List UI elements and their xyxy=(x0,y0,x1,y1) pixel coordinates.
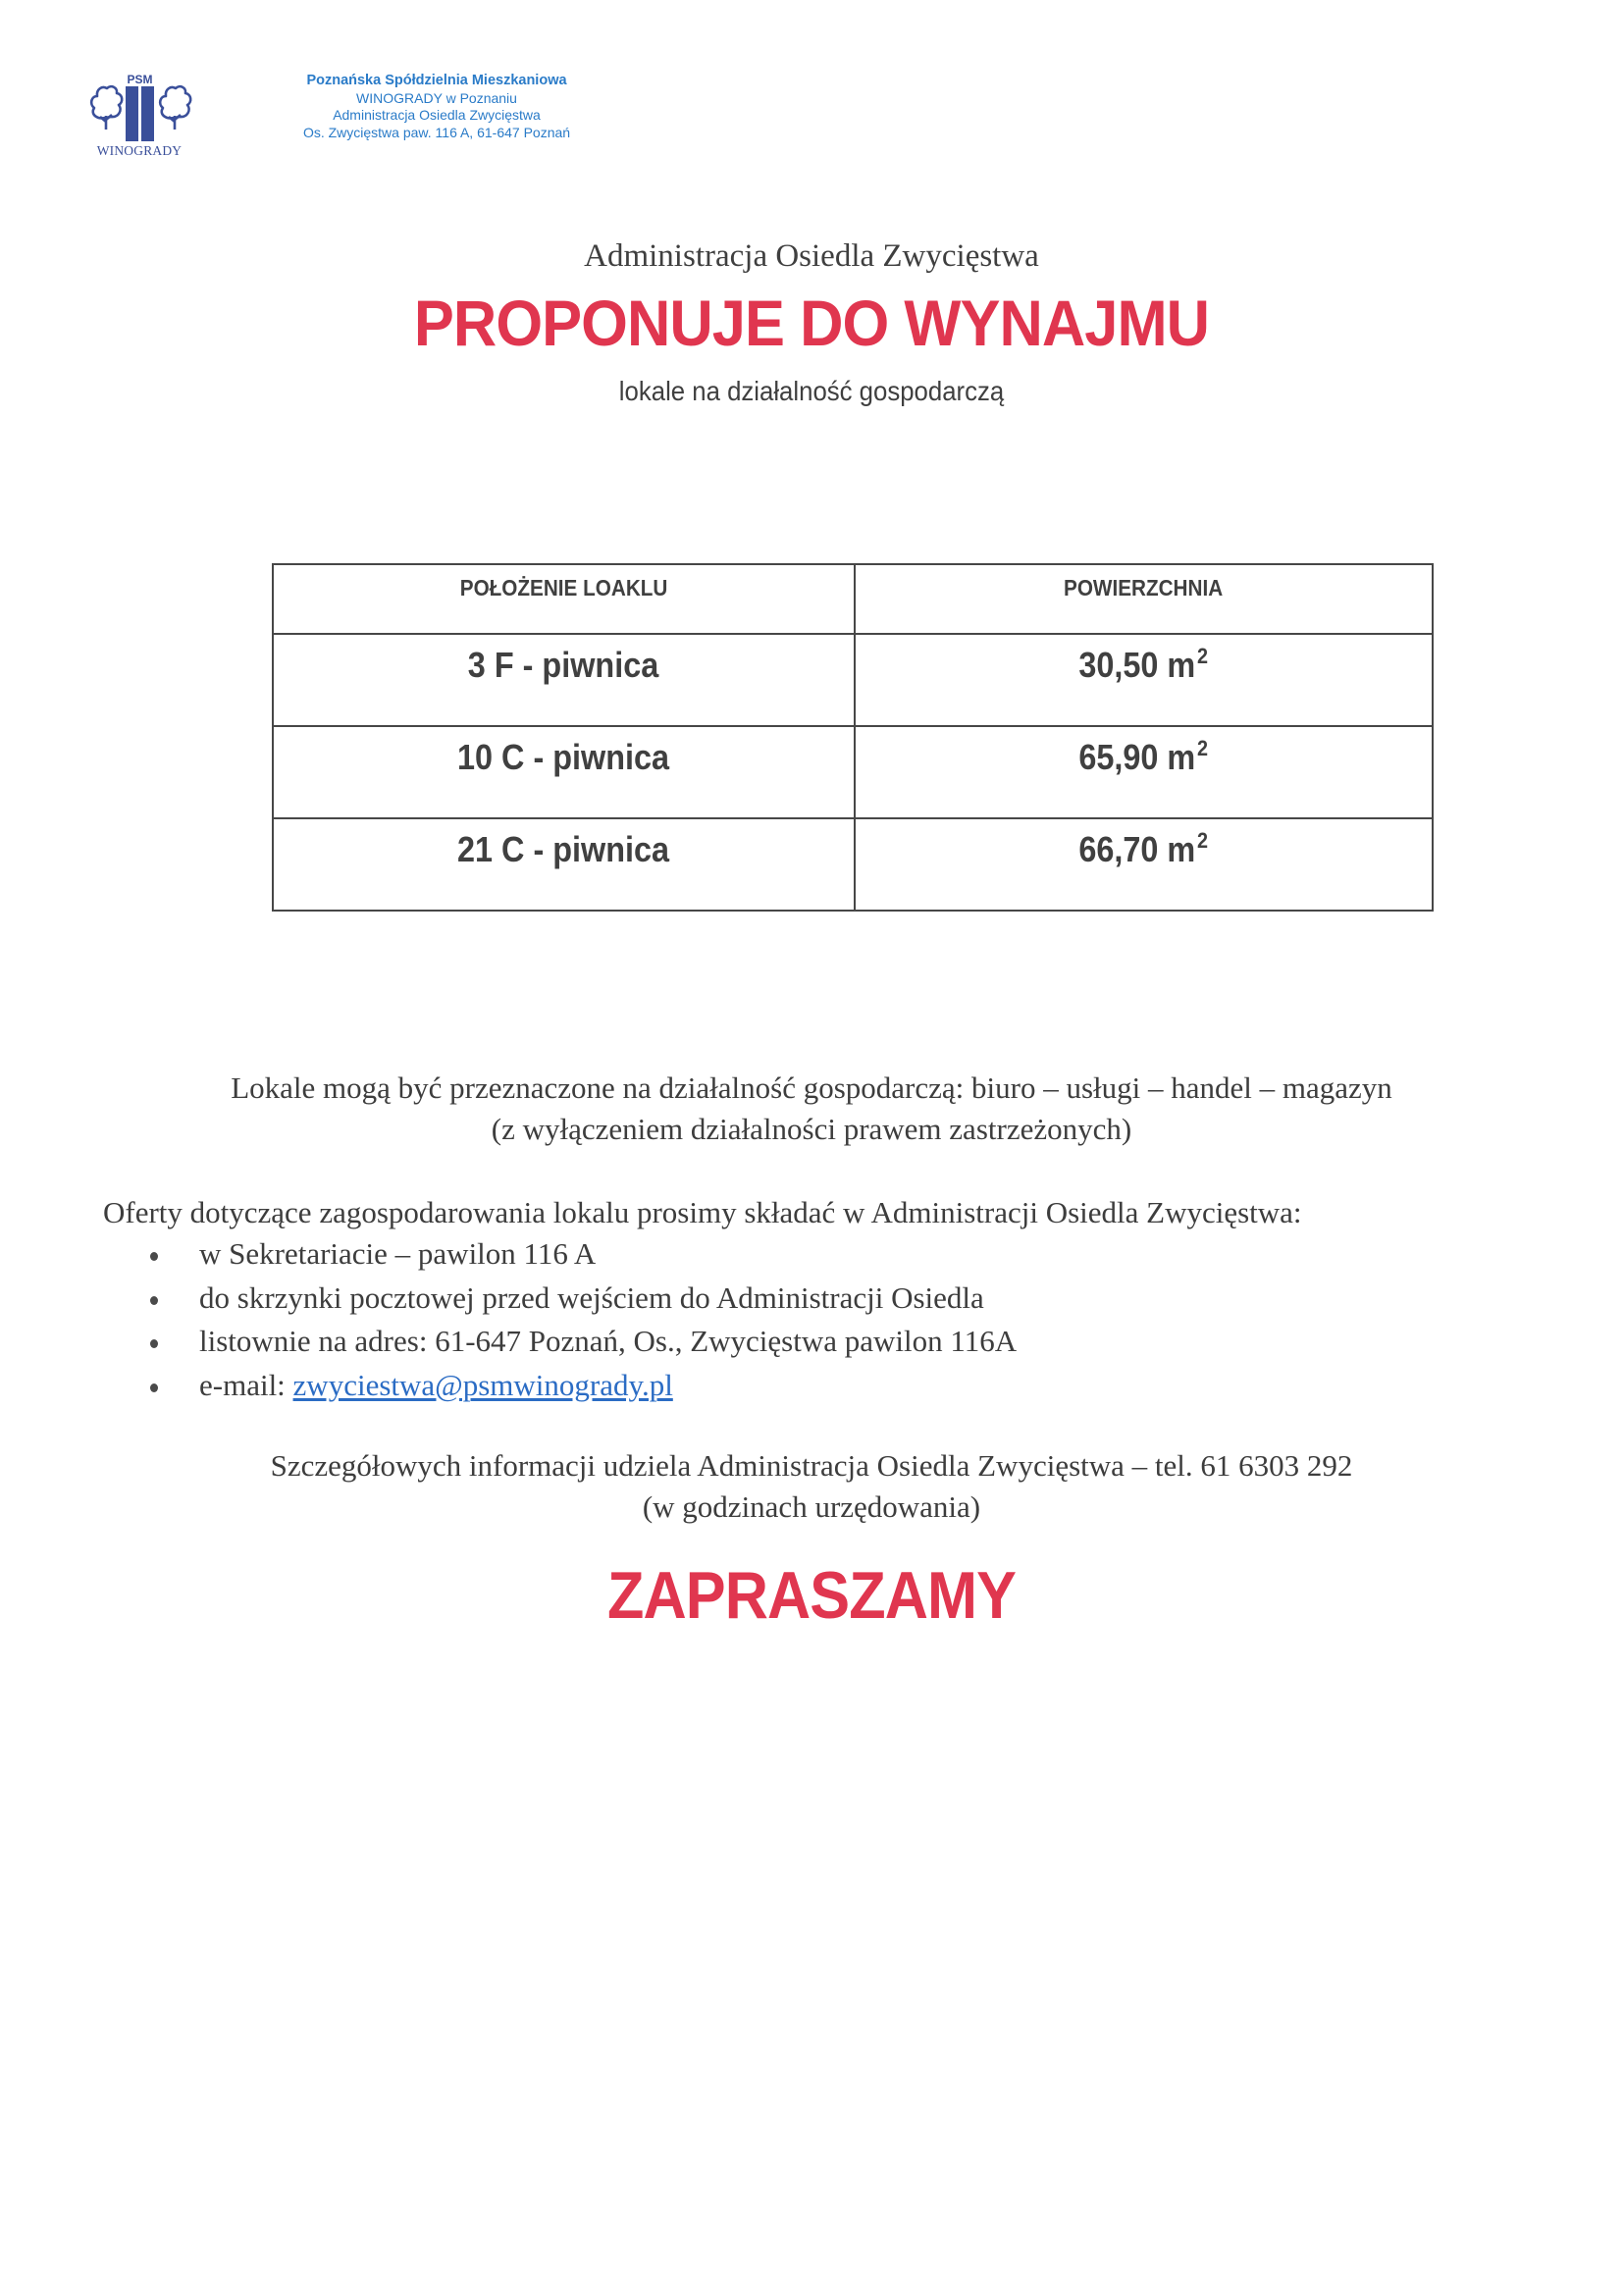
column-header-area: POWIERZCHNIA xyxy=(855,564,1433,634)
list-item xyxy=(147,1368,1017,1412)
cell-area: 65,90 $m^2$ xyxy=(855,726,1433,818)
cell-location: 3 F - piwnica xyxy=(273,634,855,726)
email-link[interactable]: zwyciestwa@psmwinogrady.pl xyxy=(292,1367,673,1402)
list-item: listownie na adres: 61-647 Poznań, Os., Zwycięstwa pawilon 116A xyxy=(147,1324,1017,1368)
bullet-icon xyxy=(150,1383,158,1392)
table-row xyxy=(273,726,1433,818)
organization-address-block xyxy=(250,73,623,141)
cell-area: 66,70 $m^2$ xyxy=(855,818,1433,911)
bullet-icon xyxy=(150,1296,158,1305)
logo-caption: WINOGRADY xyxy=(96,143,183,158)
contact-info: Szczegółowych informacji udziela Administracja Osiedla Zwycięstwa – tel. 61 6303 292 xyxy=(270,1448,1353,1483)
org-subname: WINOGRADY w Poznaniu xyxy=(356,89,517,106)
bullet-icon xyxy=(150,1252,158,1261)
bullet-icon xyxy=(150,1339,158,1348)
org-department: Administracja Osiedla Zwycięstwa xyxy=(333,107,541,123)
page-subtitle: lokale na działalność gospodarczą xyxy=(618,376,1005,406)
table-header-row xyxy=(273,564,1433,634)
logo-mark: PSM xyxy=(127,73,153,86)
page-title: PROPONUJE DO WYNAJMU xyxy=(413,287,1210,359)
closing-invitation: ZAPRASZAMY xyxy=(607,1558,1016,1633)
logo-trees-towers-icon xyxy=(86,73,194,143)
issuer-heading: Administracja Osiedla Zwycięstwa xyxy=(584,238,1039,274)
usage-exclusion-note: (z wyłączeniem działalności prawem zastrzeżonych) xyxy=(491,1112,1132,1146)
usage-description: Lokale mogą być przeznaczone na działalność gospodarczą: biuro – usługi – handel – magazyn xyxy=(231,1070,1392,1105)
list-item: do skrzynki pocztowej przed wejściem do Administracji Osiedla xyxy=(147,1280,1017,1325)
org-address: Os. Zwycięstwa paw. 116 A, 61-647 Poznań xyxy=(302,124,571,140)
table-row xyxy=(273,818,1433,911)
column-header-location: POŁOŻENIE LOAKLU xyxy=(273,564,855,634)
org-name: Poznańska Spółdzielnia Mieszkaniowa xyxy=(306,73,567,88)
list-item: w Sekretariacie – pawilon 116 A xyxy=(147,1236,1017,1280)
cell-location: 21 C - piwnica xyxy=(273,818,855,911)
offers-intro: Oferty dotyczące zagospodarowania lokalu prosimy składać w Administracji Osiedla Zwycięstwa: xyxy=(103,1195,1302,1229)
office-hours-note: (w godzinach urzędowania) xyxy=(642,1489,981,1524)
cell-location: 10 C - piwnica xyxy=(273,726,855,818)
email-label: e-mail: xyxy=(199,1367,293,1402)
units-table xyxy=(272,563,1434,912)
table-row xyxy=(273,634,1433,726)
offer-channels-list xyxy=(147,1236,1017,1411)
cell-area: 30,50 $m^2$ xyxy=(855,634,1433,726)
